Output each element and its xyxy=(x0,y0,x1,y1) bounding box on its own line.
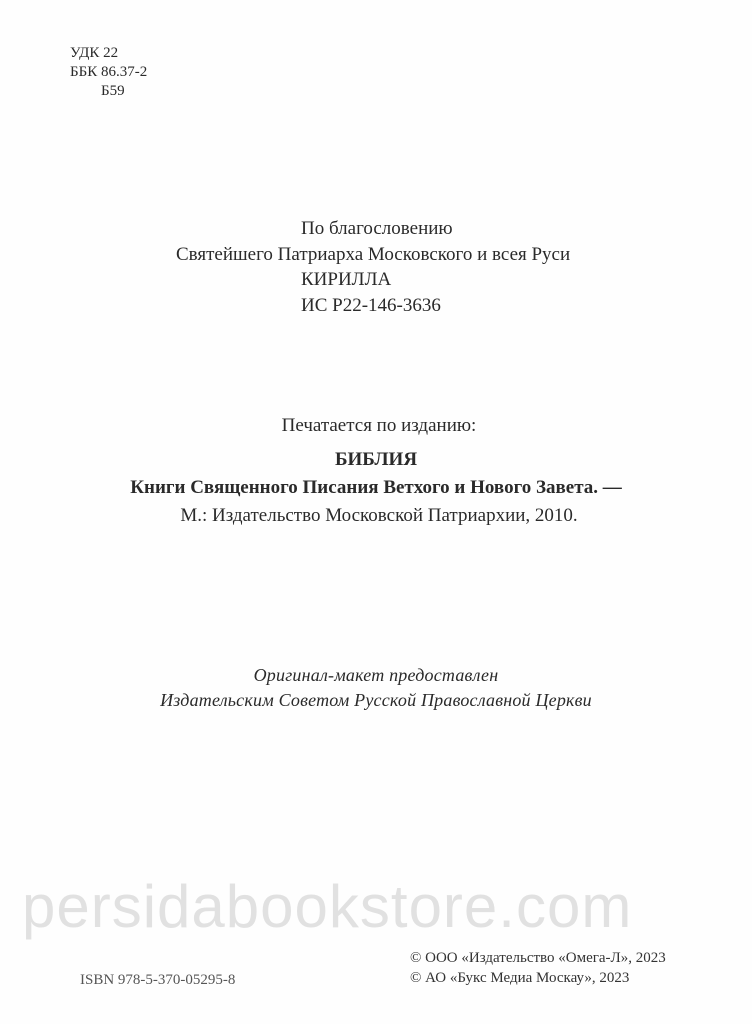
source-edition-block xyxy=(0,412,752,530)
author-sign-code: Б59 xyxy=(101,83,125,99)
blessing-line: По благословению xyxy=(301,218,453,239)
copyright-block xyxy=(410,948,666,988)
blessing-patriarch-name: КИРИЛЛА xyxy=(301,269,392,290)
source-imprint: М.: Издательство Московской Патриархии, 2010. xyxy=(180,505,578,526)
classification-codes xyxy=(70,44,147,101)
store-watermark: persidabookstore.com xyxy=(22,873,633,940)
bbk-code: ББК 86.37-2 xyxy=(70,64,148,80)
source-subtitle: Книги Священного Писания Ветхого и Нового Завета. — xyxy=(130,477,622,498)
udk-code: УДК 22 xyxy=(70,45,119,61)
blessing-line: Святейшего Патриарха Московского и всея Руси xyxy=(176,243,571,265)
layout-credits xyxy=(0,663,752,713)
source-title: БИБЛИЯ xyxy=(334,449,418,470)
copyright-line: © АО «Букс Медиа Москау», 2023 xyxy=(410,970,630,986)
blessing-block xyxy=(0,216,752,318)
blessing-approval-number: ИС Р22-146-3636 xyxy=(301,294,441,316)
credits-line: Оригинал-макет предоставлен xyxy=(253,665,499,685)
source-caption: Печатается по изданию: xyxy=(281,415,477,436)
copyright-line: © ООО «Издательство «Омега-Л», 2023 xyxy=(410,950,666,966)
isbn-number: ISBN 978-5-370-05295-8 xyxy=(80,972,236,988)
credits-line: Издательским Советом Русской Православной Церкви xyxy=(160,690,592,710)
